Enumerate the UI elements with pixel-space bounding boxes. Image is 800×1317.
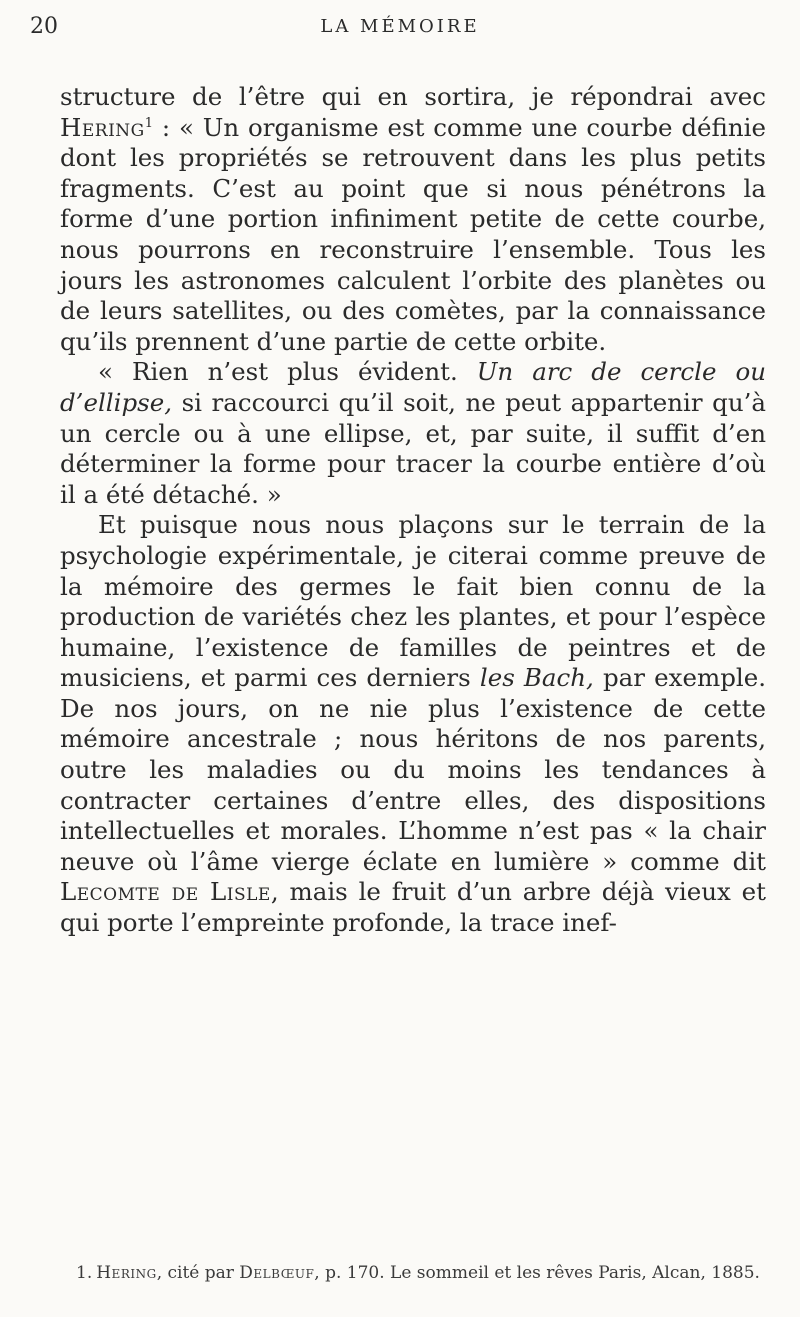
paragraph-1: [60, 82, 766, 357]
footnote-ref: 1: [144, 115, 154, 131]
paragraph-3-italic: les Bach,: [479, 663, 594, 693]
paragraph-3: [60, 510, 766, 938]
footnote: [60, 1262, 766, 1284]
author-hering: Hering: [60, 112, 145, 142]
running-title: LA MÉMOIRE: [320, 16, 480, 37]
footnote-text-a: , cité par: [156, 1263, 240, 1283]
paragraph-1-text-a: structure de l’être qui en sortira, je répondrai avec: [60, 82, 766, 111]
paragraph-3-text-c: , mais le fruit d’un arbre déjà vieux et qui porte l’empreinte profonde, la trace inef-: [60, 877, 767, 938]
footnote-cited-author: Delbœuf: [239, 1263, 315, 1283]
paragraph-2-text-a: « Rien n’est plus évident.: [98, 357, 477, 387]
footnote-author: Hering: [96, 1263, 157, 1283]
author-lecomte-de-lisle: Lecomte de Lisle: [60, 877, 271, 907]
paragraph-3-text-a: Et puisque nous nous plaçons sur le terrain de la psychologie expérimentale, je citerai comme preuve de la mémoire des germes le fait bien connu de la production de variétés chez les plantes, et pour l’espèce humaine, l’existence de familles de peintres et de musiciens, et parmi ces derniers: [60, 510, 766, 693]
page-header: [30, 14, 770, 44]
paragraph-3-text-b: par exemple. De nos jours, on ne nie plus l’existence de cette mémoire ancestrale ; nous héritons de nos parents, outre les maladies ou du moins les tendances à contracter certaines d’entre elles, des dispositions intellectuelles et morales. L’homme n’est pas « la chair neuve où l’âme vierge éclate en lumière » comme dit: [60, 663, 766, 876]
paragraph-2: [60, 357, 766, 510]
paragraph-2-text-b: si raccourci qu’il soit, ne peut appartenir qu’à un cercle ou à une ellipse, et, par suite, il suffit d’en déterminer la forme pour tracer la courbe entière d’où il a été détaché. »: [60, 387, 766, 509]
paragraph-1-text-b: : « Un organisme est comme une courbe définie dont les propriétés se retrouvent dans les plus petits fragments. C’est au point que si nous pénétrons la forme d’une portion infiniment petite de cette courbe, nous pourrons en reconstruire l’ensemble. Tous les jours les astronomes calculent l’orbite des planètes ou de leurs satellites, ou des comètes, par la connaissance qu’ils prennent d’une partie de cette orbite.: [60, 112, 766, 356]
footnote-text-b: , p. 170. Le sommeil et les rêves Paris, Alcan, 1885.: [314, 1263, 760, 1283]
page-number: 20: [30, 14, 58, 39]
paragraph-2-italic: Un arc de cercle ou d’ellipse,: [60, 357, 766, 417]
footnote-number: 1.: [76, 1263, 93, 1283]
body-text: [60, 82, 766, 939]
